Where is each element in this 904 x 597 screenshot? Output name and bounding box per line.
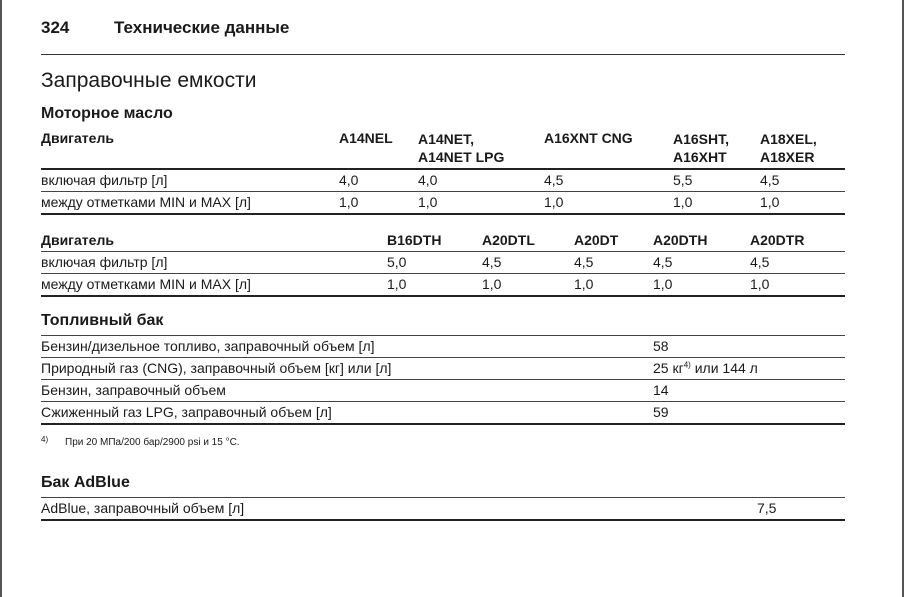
page-header <box>41 16 845 55</box>
cell-value: 4,5 <box>653 254 673 270</box>
cell-value: 59 <box>653 404 669 420</box>
engine-oil-table-2 <box>41 232 845 297</box>
adblue-table <box>41 497 845 521</box>
cell-value: 4,5 <box>574 254 594 270</box>
row-label: включая фильтр [л] <box>41 172 168 188</box>
cell-value: 4,5 <box>482 254 502 270</box>
table-row <box>41 358 845 380</box>
cell-value: 1,0 <box>418 194 438 210</box>
column-header: A16XNT CNG <box>544 130 633 146</box>
table-header-row <box>41 130 845 170</box>
cell-value: 14 <box>653 382 669 398</box>
engine-label: Двигатель <box>41 130 114 146</box>
cell-value: 25 $кг^{4)}$ или 144 л <box>653 360 758 376</box>
engine-oil-title: Моторное масло <box>41 105 173 122</box>
row-label: Сжиженный газ LPG, заправочный объем [л] <box>41 404 332 420</box>
table-row <box>41 192 845 215</box>
column-header: A20DT <box>574 232 619 248</box>
cell-value: 1,0 <box>653 276 673 292</box>
row-label: AdBlue, заправочный объем [л] <box>41 500 245 516</box>
cell-value: 58 <box>653 338 669 354</box>
row-label: Бензин/дизельное топливо, заправочный объем [л] <box>41 338 375 354</box>
page-number: 324 <box>41 18 70 37</box>
table-row <box>41 274 845 297</box>
column-header: A18XEL, A18XER <box>760 131 817 165</box>
engine-oil-table-1 <box>41 130 845 215</box>
footnote-text: При 20 МПа/200 бар/2900 psi и 15 °C. <box>65 437 240 448</box>
section-title: Заправочные емкости <box>41 69 257 92</box>
column-header: A14NET, A14NET LPG <box>418 131 505 165</box>
cell-value: 1,0 <box>544 194 564 210</box>
column-header: B16DTH <box>387 232 442 248</box>
column-header: A20DTH <box>653 232 708 248</box>
table-row <box>41 402 845 425</box>
engine-label: Двигатель <box>41 232 114 248</box>
cell-value: 5,5 <box>673 172 693 188</box>
cell-value: 4,0 <box>418 172 438 188</box>
table-header-row <box>41 232 845 252</box>
row-label: Природный газ (CNG), заправочный объем [кг] или [л] <box>41 360 392 376</box>
row-label: Бензин, заправочный объем <box>41 382 226 398</box>
footnote-number: 4) <box>41 435 49 444</box>
row-label: между отметками MIN и MAX [л] <box>41 194 251 210</box>
header-title: Технические данные <box>114 18 290 37</box>
table-row <box>41 252 845 274</box>
cell-value: 4,5 <box>544 172 564 188</box>
cell-value: 1,0 <box>673 194 693 210</box>
cell-value: 1,0 <box>387 276 407 292</box>
cell-value: 4,5 <box>750 254 770 270</box>
fuel-tank-table <box>41 335 845 425</box>
cell-value: 4,5 <box>760 172 780 188</box>
cell-value: 4,0 <box>339 172 359 188</box>
row-label: включая фильтр [л] <box>41 254 168 270</box>
column-header: A20DTR <box>750 232 805 248</box>
adblue-title: Бак AdBlue <box>41 474 130 491</box>
table-row <box>41 170 845 192</box>
table-row <box>41 336 845 358</box>
fuel-tank-title: Топливный бак <box>41 312 164 329</box>
column-header: A16SHT, A16XHT <box>673 131 730 165</box>
row-label: между отметками MIN и MAX [л] <box>41 276 251 292</box>
cell-value: 1,0 <box>339 194 359 210</box>
cell-value: 1,0 <box>760 194 780 210</box>
cell-value: 5,0 <box>387 254 407 270</box>
table-row <box>41 380 845 402</box>
table-row <box>41 498 845 521</box>
column-header: A20DTL <box>482 232 535 248</box>
cell-value: 1,0 <box>482 276 502 292</box>
cell-value: 7,5 <box>757 500 777 516</box>
cell-value: 1,0 <box>574 276 594 292</box>
cell-value: 1,0 <box>750 276 770 292</box>
column-header: A14NEL <box>339 130 393 146</box>
